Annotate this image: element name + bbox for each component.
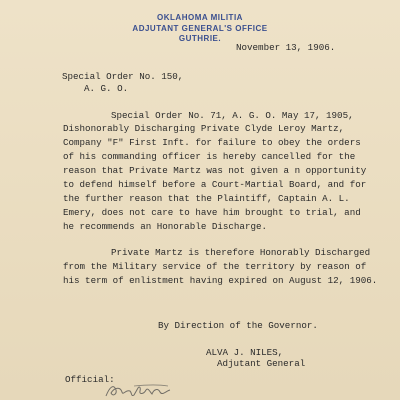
body-line-3: Company "F" First Inft. for failure to obey the orders bbox=[63, 137, 361, 148]
document-date: November 13, 1906. bbox=[236, 42, 336, 53]
letterhead-city: GUTHRIE. bbox=[178, 34, 222, 43]
body-line-10: Private Martz is therefore Honorably Discharged bbox=[111, 247, 371, 258]
body-line-9: he recommends an Honorable Discharge. bbox=[63, 221, 267, 232]
signer-title: Adjutant General bbox=[217, 358, 306, 369]
body-line-8: Emery, does not care to have him brought to trial, and bbox=[63, 207, 361, 218]
body-line-1: Special Order No. 71, A. G. O. May 17, 1905, bbox=[111, 110, 354, 121]
body-line-11: from the Military service of the territory by reason of bbox=[63, 261, 367, 272]
handwritten-signature bbox=[104, 380, 184, 400]
body-line-12: his term of enlistment having expired on August 12, 1906. bbox=[63, 275, 378, 286]
body-line-7: the further reason that the Plaintiff, Captain A. L. bbox=[63, 193, 350, 204]
order-subtitle: A. G. O. bbox=[84, 83, 129, 94]
body-line-5: reason that Private Martz was not given a n opportunity bbox=[63, 165, 367, 176]
body-line-4: of his commanding officer is hereby cancelled for the bbox=[63, 151, 356, 162]
letterhead-organization: OKLAHOMA MILITIA bbox=[157, 13, 243, 22]
direction-line: By Direction of the Governor. bbox=[158, 320, 318, 331]
body-line-6: to defend himself before a Court-Martial Board, and for bbox=[63, 179, 367, 190]
signer-name: ALVA J. NILES, bbox=[206, 347, 284, 358]
official-label: Official: bbox=[65, 374, 115, 385]
body-line-2: Dishonorably Discharging Private Clyde Leroy Martz, bbox=[63, 123, 345, 134]
order-title: Special Order No. 150, bbox=[62, 71, 184, 82]
letterhead-office: ADJUTANT GENERAL'S OFFICE bbox=[132, 24, 268, 33]
